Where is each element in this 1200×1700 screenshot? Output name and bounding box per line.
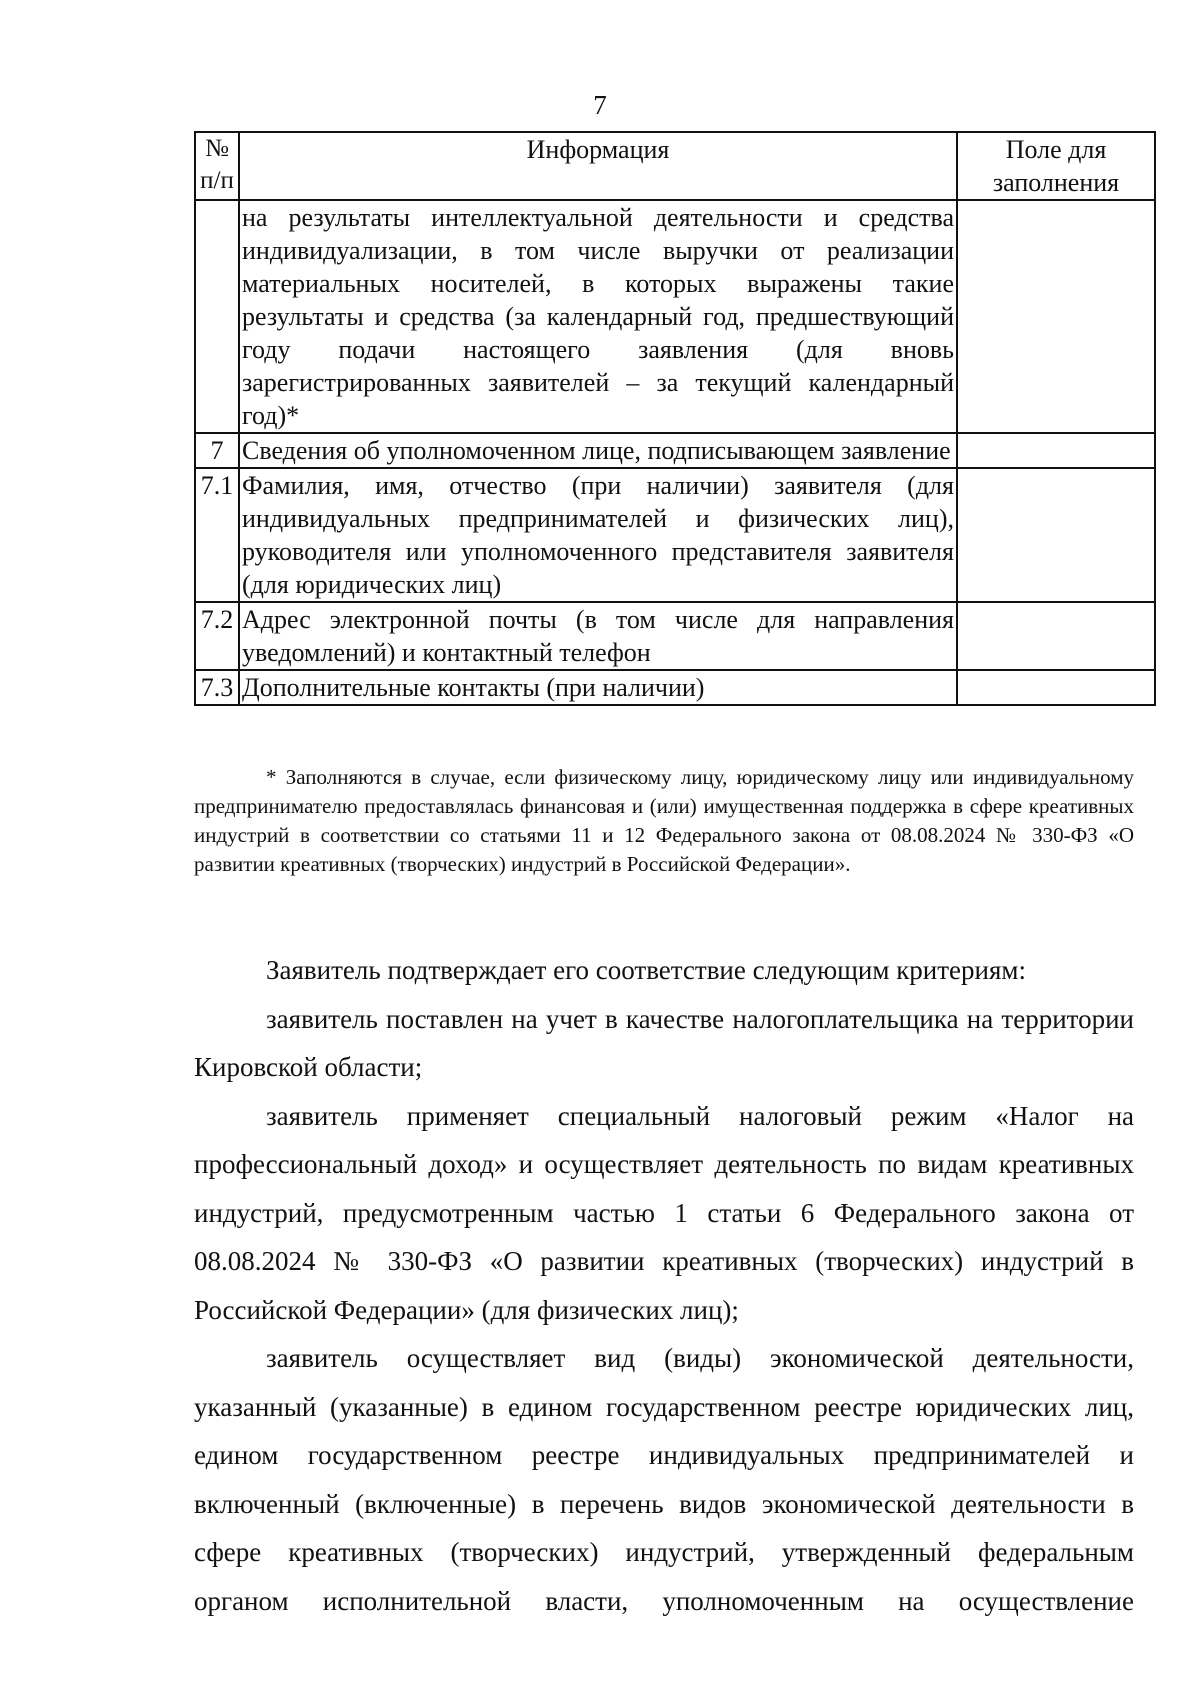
row-number: 7.1 bbox=[195, 468, 239, 602]
row-number: 7.3 bbox=[195, 670, 239, 705]
row-fill-field[interactable] bbox=[957, 670, 1155, 705]
criteria-intro-paragraph: Заявитель подтверждает его соответствие следующим критериям: bbox=[266, 955, 1026, 985]
table-row bbox=[195, 433, 1155, 468]
table-row bbox=[195, 602, 1155, 670]
header-information: Информация bbox=[239, 132, 957, 200]
row-number bbox=[195, 200, 239, 433]
row-fill-field[interactable] bbox=[957, 602, 1155, 670]
row-number: 7.2 bbox=[195, 602, 239, 670]
table-header-row bbox=[195, 132, 1155, 200]
row-number: 7 bbox=[195, 433, 239, 468]
row-information: Адрес электронной почты (в том числе для направления уведомлений) и контактный телефон bbox=[239, 602, 957, 670]
row-information: Фамилия, имя, отчество (при наличии) заявителя (для индивидуальных предпринимателей и физических лиц), руководителя или уполномоченного представителя заявителя (для юридических лиц) bbox=[239, 468, 957, 602]
body-text bbox=[194, 946, 1134, 1625]
footnote: * Заполняются в случае, если физическому лицу, юридическому лицу или индивидуальному предпринимателю предоставлялась финансовая и (или) имущественная поддержка в сфере креативных индустрий в соответствии со статьями 11 и 12 Федерального закона от 08.08.2024 № 330-ФЗ «О развитии креативных (творческих) индустрий в Российской Федерации». bbox=[194, 765, 1134, 876]
table-row bbox=[195, 670, 1155, 705]
criteria-paragraph: заявитель применяет специальный налоговый режим «Налог на профессиональный доход» и осуществляет деятельность по видам креативных индустрий, предусмотренным частью 1 статьи 6 Федерального закона от 08.08.2024 № 330-ФЗ «О развитии креативных (творческих) индустрий в Российской Федерации» (для физических лиц); bbox=[194, 1100, 1134, 1325]
criteria-paragraph: заявитель поставлен на учет в качестве налогоплательщика на территории Кировской области; bbox=[194, 1003, 1134, 1082]
header-number: № п/п bbox=[195, 132, 239, 200]
info-table bbox=[194, 131, 1156, 706]
table-row bbox=[195, 468, 1155, 602]
row-information: Дополнительные контакты (при наличии) bbox=[239, 670, 957, 705]
row-fill-field[interactable] bbox=[957, 200, 1155, 433]
row-fill-field[interactable] bbox=[957, 468, 1155, 602]
header-fill-field: Поле для заполнения bbox=[957, 132, 1155, 200]
page-number: 7 bbox=[593, 90, 607, 120]
criteria-paragraph: заявитель осуществляет вид (виды) экономической деятельности, указанный (указанные) в едином государственном реестре юридических лиц, едином государственном реестре индивидуальных предпринимателей и включенный (включенные) в перечень видов экономической деятельности в сфере креативных (творческих) индустрий, утвержденный федеральным органом исполнительной власти, уполномоченным на осуществление bbox=[194, 1343, 1134, 1616]
row-fill-field[interactable] bbox=[957, 433, 1155, 468]
row-information: на результаты интеллектуальной деятельности и средства индивидуализации, в том числе выручки от реализации материальных носителей, в которых выражены такие результаты и средства (за календарный год, предшествующий году подачи настоящего заявления (для вновь зарегистрированных заявителей – за текущий календарный год)* bbox=[239, 200, 957, 433]
table-row bbox=[195, 200, 1155, 433]
row-information: Сведения об уполномоченном лице, подписывающем заявление bbox=[239, 433, 957, 468]
